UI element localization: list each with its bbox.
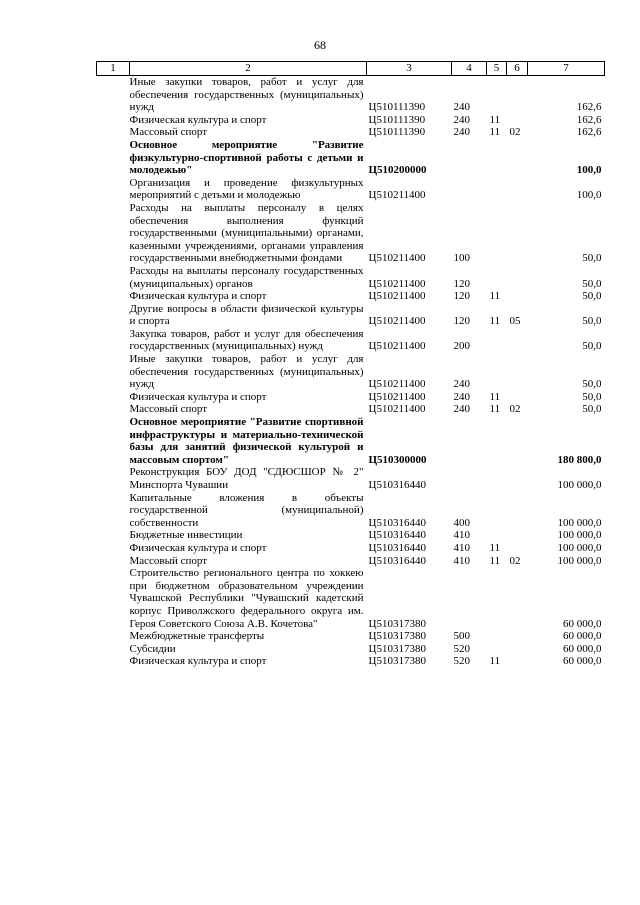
subsection bbox=[507, 643, 528, 656]
target-code: Ц510211400 bbox=[368, 189, 426, 202]
expense-type: 500 bbox=[453, 630, 470, 643]
table-row bbox=[97, 328, 605, 353]
item-name: Физическая культура и спорт bbox=[129, 655, 267, 668]
section: 11 bbox=[489, 113, 501, 126]
index-cell bbox=[97, 655, 130, 668]
item-name: Иные закупки товаров, работ и услуг для обеспечения государственных (муниципальных) нужд bbox=[129, 76, 364, 114]
target-code: Ц510317380 bbox=[368, 617, 426, 630]
subsection bbox=[507, 567, 528, 630]
section bbox=[487, 466, 507, 491]
expense-type bbox=[452, 139, 487, 177]
header-cell: 4 bbox=[452, 62, 487, 76]
table-row bbox=[97, 303, 605, 328]
target-code: Ц510317380 bbox=[368, 642, 426, 655]
index-cell bbox=[97, 265, 130, 290]
table-row bbox=[97, 353, 605, 391]
header-cell: 1 bbox=[97, 62, 130, 76]
section: 11 bbox=[489, 126, 501, 139]
item-name: Основное мероприятие "Развитие физкультурно-спортивной работы с детьми и молодежью" bbox=[129, 138, 364, 177]
amount: 100 000,0 bbox=[557, 479, 602, 491]
table-row bbox=[97, 630, 605, 643]
amount: 100 000,0 bbox=[557, 541, 602, 554]
subsection: 02 bbox=[509, 554, 521, 567]
table-row bbox=[97, 416, 605, 466]
target-code: Ц510211400 bbox=[368, 403, 426, 416]
amount: 100 000,0 bbox=[557, 554, 602, 567]
amount: 60 000,0 bbox=[563, 617, 602, 630]
table-row bbox=[97, 492, 605, 530]
index-cell bbox=[97, 643, 130, 656]
target-code: Ц510316440 bbox=[368, 479, 426, 491]
section bbox=[487, 353, 507, 391]
amount: 50,0 bbox=[582, 378, 602, 391]
item-name: Межбюджетные трансферты bbox=[129, 630, 265, 643]
expense-type: 100 bbox=[453, 252, 470, 265]
section bbox=[487, 328, 507, 353]
index-cell bbox=[97, 353, 130, 391]
amount: 100,0 bbox=[576, 189, 602, 202]
subsection bbox=[507, 139, 528, 177]
expense-type: 410 bbox=[453, 541, 470, 554]
index-cell bbox=[97, 555, 130, 568]
table-body bbox=[97, 76, 605, 668]
subsection bbox=[507, 114, 528, 127]
target-code: Ц510317380 bbox=[368, 655, 426, 668]
expense-type: 520 bbox=[453, 655, 470, 668]
expense-type: 120 bbox=[453, 315, 470, 328]
item-name: Субсидии bbox=[129, 642, 176, 655]
index-cell bbox=[97, 177, 130, 202]
target-code: Ц510316440 bbox=[368, 529, 426, 542]
amount: 100,0 bbox=[576, 164, 602, 177]
header-cell: 6 bbox=[507, 62, 528, 76]
subsection bbox=[507, 655, 528, 668]
amount: 50,0 bbox=[582, 340, 602, 353]
subsection bbox=[507, 529, 528, 542]
index-cell bbox=[97, 542, 130, 555]
table-row bbox=[97, 403, 605, 416]
expense-type: 410 bbox=[453, 554, 470, 567]
section bbox=[487, 416, 507, 466]
target-code: Ц510211400 bbox=[368, 252, 426, 265]
subsection bbox=[507, 492, 528, 530]
amount: 50,0 bbox=[582, 277, 602, 290]
amount: 50,0 bbox=[582, 290, 602, 303]
amount: 180 800,0 bbox=[557, 453, 602, 466]
subsection: 05 bbox=[509, 315, 521, 328]
amount: 100 000,0 bbox=[557, 516, 602, 529]
section bbox=[487, 529, 507, 542]
subsection bbox=[507, 290, 528, 303]
item-name: Основное мероприятие "Развитие спортивной инфраструктуры и материально-технической базы для занятий физической культурой и массовым спортом" bbox=[129, 416, 364, 466]
index-cell bbox=[97, 76, 130, 114]
expense-type bbox=[452, 416, 487, 466]
expense-type: 520 bbox=[453, 642, 470, 655]
section: 11 bbox=[489, 655, 501, 668]
expense-type: 410 bbox=[453, 529, 470, 542]
index-cell bbox=[97, 202, 130, 265]
section bbox=[487, 202, 507, 265]
target-code: Ц510200000 bbox=[368, 164, 427, 177]
item-name: Массовый спорт bbox=[129, 126, 208, 139]
target-code: Ц510316440 bbox=[368, 516, 426, 529]
item-name: Массовый спорт bbox=[129, 403, 208, 416]
subsection bbox=[507, 416, 528, 466]
index-cell bbox=[97, 403, 130, 416]
item-name: Бюджетные инвестиции bbox=[129, 529, 243, 542]
table-row bbox=[97, 391, 605, 404]
amount: 50,0 bbox=[582, 252, 602, 265]
table-row bbox=[97, 529, 605, 542]
table-row bbox=[97, 126, 605, 139]
subsection bbox=[507, 353, 528, 391]
item-name: Строительство регионального центра по хоккею при бюджетном образовательном учреждении Чувашской Республики "Чувашский кадетский корпус Приволжского федерального округа им. Героя Советского Союза А.В. Кочетова" bbox=[129, 567, 364, 630]
index-cell bbox=[97, 630, 130, 643]
amount: 60 000,0 bbox=[563, 655, 602, 668]
budget-table bbox=[96, 61, 605, 668]
index-cell bbox=[97, 303, 130, 328]
expense-type: 240 bbox=[453, 101, 470, 114]
amount: 162,6 bbox=[576, 126, 602, 139]
item-name: Организация и проведение физкультурных мероприятий с детьми и молодежью bbox=[129, 176, 364, 202]
table-row bbox=[97, 466, 605, 491]
subsection: 02 bbox=[509, 403, 521, 416]
table-row bbox=[97, 643, 605, 656]
subsection bbox=[507, 630, 528, 643]
item-name: Капитальные вложения в объекты государственной (муниципальной) собственности bbox=[129, 491, 364, 529]
expense-type: 120 bbox=[453, 277, 470, 290]
section bbox=[487, 630, 507, 643]
target-code: Ц510111390 bbox=[368, 113, 426, 126]
index-cell bbox=[97, 139, 130, 177]
index-cell bbox=[97, 492, 130, 530]
index-cell bbox=[97, 328, 130, 353]
item-name: Массовый спорт bbox=[129, 554, 208, 567]
expense-type: 200 bbox=[453, 340, 470, 353]
table-row bbox=[97, 655, 605, 668]
amount: 50,0 bbox=[582, 390, 602, 403]
section: 11 bbox=[489, 390, 501, 403]
index-cell bbox=[97, 391, 130, 404]
index-cell bbox=[97, 290, 130, 303]
amount: 100 000,0 bbox=[557, 529, 602, 542]
subsection bbox=[507, 328, 528, 353]
index-cell bbox=[97, 126, 130, 139]
header-cell: 5 bbox=[487, 62, 507, 76]
item-name: Реконструкция БОУ ДОД "СДЮСШОР № 2" Минспорта Чувашии bbox=[129, 466, 364, 491]
section: 11 bbox=[489, 554, 501, 567]
expense-type: 240 bbox=[453, 378, 470, 391]
item-name: Физическая культура и спорт bbox=[129, 113, 267, 126]
expense-type: 240 bbox=[453, 126, 470, 139]
table-row bbox=[97, 265, 605, 290]
subsection bbox=[507, 466, 528, 491]
subsection bbox=[507, 202, 528, 265]
item-name: Физическая культура и спорт bbox=[129, 290, 267, 303]
expense-type bbox=[452, 177, 487, 202]
section: 11 bbox=[489, 290, 501, 303]
item-name: Закупка товаров, работ и услуг для обеспечения государственных (муниципальных) нужд bbox=[129, 327, 364, 353]
item-name: Расходы на выплаты персоналу государственных (муниципальных) органов bbox=[129, 264, 364, 290]
expense-type: 400 bbox=[453, 516, 470, 529]
header-cell: 2 bbox=[130, 62, 367, 76]
section: 11 bbox=[489, 403, 501, 416]
subsection bbox=[507, 391, 528, 404]
table-row bbox=[97, 555, 605, 568]
expense-type: 240 bbox=[453, 113, 470, 126]
target-code: Ц510211400 bbox=[368, 315, 426, 328]
page-number: 68 bbox=[314, 38, 326, 52]
amount: 162,6 bbox=[576, 101, 602, 114]
target-code: Ц510211400 bbox=[368, 378, 426, 391]
subsection bbox=[507, 177, 528, 202]
item-name: Расходы на выплаты персоналу в целях обеспечения выполнения функций государственными (муниципальными) органами, казенными учреждениями, органами управления государственными внебюджетными фондами bbox=[129, 201, 364, 265]
section bbox=[487, 76, 507, 114]
index-cell bbox=[97, 567, 130, 630]
table-row bbox=[97, 139, 605, 177]
amount: 60 000,0 bbox=[563, 630, 602, 643]
item-name: Физическая культура и спорт bbox=[129, 390, 267, 403]
subsection: 02 bbox=[509, 126, 521, 139]
subsection bbox=[507, 542, 528, 555]
section: 11 bbox=[489, 541, 501, 554]
table-row bbox=[97, 76, 605, 114]
section bbox=[487, 567, 507, 630]
target-code: Ц510316440 bbox=[368, 554, 426, 567]
section bbox=[487, 139, 507, 177]
amount: 50,0 bbox=[582, 315, 602, 328]
target-code: Ц510211400 bbox=[368, 290, 426, 303]
section bbox=[487, 492, 507, 530]
amount: 162,6 bbox=[576, 113, 602, 126]
target-code: Ц510316440 bbox=[368, 541, 426, 554]
expense-type bbox=[452, 466, 487, 491]
item-name: Физическая культура и спорт bbox=[129, 541, 267, 554]
index-cell bbox=[97, 466, 130, 491]
table-row bbox=[97, 542, 605, 555]
subsection bbox=[507, 76, 528, 114]
table-row bbox=[97, 290, 605, 303]
index-cell bbox=[97, 114, 130, 127]
table-row bbox=[97, 177, 605, 202]
table-header-row bbox=[97, 62, 605, 76]
subsection bbox=[507, 265, 528, 290]
expense-type: 120 bbox=[453, 290, 470, 303]
item-name: Другие вопросы в области физической культуры и спорта bbox=[129, 302, 364, 328]
table-row bbox=[97, 567, 605, 630]
target-code: Ц510111390 bbox=[368, 101, 426, 114]
item-name: Иные закупки товаров, работ и услуг для обеспечения государственных (муниципальных) нужд bbox=[129, 353, 364, 391]
target-code: Ц510211400 bbox=[368, 277, 426, 290]
section bbox=[487, 265, 507, 290]
target-code: Ц510211400 bbox=[368, 340, 426, 353]
section: 11 bbox=[489, 315, 501, 328]
amount: 50,0 bbox=[582, 403, 602, 416]
index-cell bbox=[97, 416, 130, 466]
index-cell bbox=[97, 529, 130, 542]
target-code: Ц510300000 bbox=[368, 453, 427, 466]
target-code: Ц510317380 bbox=[368, 630, 426, 643]
amount: 60 000,0 bbox=[563, 642, 602, 655]
header-cell: 7 bbox=[528, 62, 605, 76]
section bbox=[487, 643, 507, 656]
target-code: Ц510111390 bbox=[368, 126, 426, 139]
expense-type: 240 bbox=[453, 403, 470, 416]
header-cell: 3 bbox=[367, 62, 452, 76]
expense-type: 240 bbox=[453, 390, 470, 403]
table-row bbox=[97, 202, 605, 265]
table-row bbox=[97, 114, 605, 127]
target-code: Ц510211400 bbox=[368, 390, 426, 403]
expense-type bbox=[452, 567, 487, 630]
section bbox=[487, 177, 507, 202]
